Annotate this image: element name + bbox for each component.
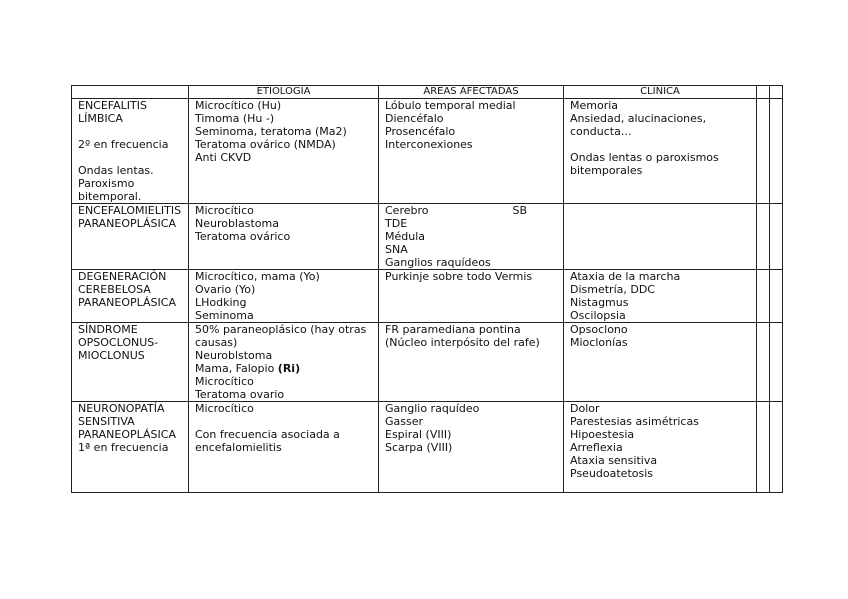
areas-line: Prosencéfalo bbox=[385, 125, 456, 138]
clinica-line: Opsoclono bbox=[570, 323, 628, 336]
syndrome-cell bbox=[72, 270, 189, 323]
syndrome-line: MIOCLONUS bbox=[78, 349, 145, 362]
clinica-line: Ataxia de la marcha bbox=[570, 270, 681, 283]
clinica-line: Mioclonías bbox=[570, 336, 628, 349]
clinica-line: Dolor bbox=[570, 402, 600, 415]
etiologia-line: Microcítico bbox=[195, 402, 254, 415]
etiologia-line: Neuroblastoma bbox=[195, 217, 279, 230]
areas-line: Gasser bbox=[385, 415, 424, 428]
clinica-line: Nistagmus bbox=[570, 296, 629, 309]
etiologia-line: Microcítico (Hu) bbox=[195, 99, 282, 112]
syndrome-line: CEREBELOSA bbox=[78, 283, 151, 296]
areas-line: Ganglios raquídeos bbox=[385, 256, 491, 269]
header-extra-1 bbox=[757, 86, 770, 99]
table-row bbox=[72, 402, 783, 493]
clinica-line: Memoria bbox=[570, 99, 619, 112]
clinica-cell bbox=[564, 204, 757, 270]
areas-sb-label: SB bbox=[512, 204, 527, 217]
areas-line: Lóbulo temporal medial bbox=[385, 99, 516, 112]
areas-line: Diencéfalo bbox=[385, 112, 444, 125]
syndrome-line: bitemporal. bbox=[78, 190, 142, 203]
etiologia-line: Timoma (Hu -) bbox=[195, 112, 275, 125]
clinica-line: Arreflexia bbox=[570, 441, 623, 454]
etiologia-line: Microcítico bbox=[195, 204, 254, 217]
etiologia-bold-text: (Ri) bbox=[277, 362, 301, 375]
etiologia-line: Con frecuencia asociada a bbox=[195, 428, 340, 441]
clinica-cell bbox=[564, 323, 757, 402]
areas-cell bbox=[379, 402, 564, 493]
syndrome-line: DEGENERACIÓN bbox=[78, 270, 167, 283]
clinica-line: Oscilopsia bbox=[570, 309, 626, 322]
areas-line: Espiral (VIII) bbox=[385, 428, 452, 441]
syndrome-line: Ondas lentas. bbox=[78, 164, 154, 177]
etiologia-cell bbox=[189, 402, 379, 493]
extra-cell bbox=[757, 270, 770, 323]
areas-line: TDE bbox=[385, 217, 408, 230]
syndrome-line: SENSITIVA bbox=[78, 415, 135, 428]
areas-line: Cerebro bbox=[385, 204, 429, 217]
areas-line: SNA bbox=[385, 243, 408, 256]
syndrome-line: PARANEOPLÁSICA bbox=[78, 296, 176, 309]
clinica-cell bbox=[564, 402, 757, 493]
header-row bbox=[72, 86, 783, 99]
extra-cell bbox=[770, 402, 783, 493]
clinica-line: Ondas lentas o paroxismos bbox=[570, 151, 719, 164]
extra-cell bbox=[757, 99, 770, 204]
syndrome-cell bbox=[72, 323, 189, 402]
header-clinica: CLÍNICA bbox=[564, 86, 757, 99]
spacer bbox=[78, 125, 182, 138]
syndrome-line: PARANEOPLÁSICA bbox=[78, 428, 176, 441]
syndrome-cell bbox=[72, 204, 189, 270]
etiologia-line: 50% paraneoplásico (hay otras bbox=[195, 323, 367, 336]
etiologia-cell bbox=[189, 99, 379, 204]
header-cell-empty bbox=[72, 86, 189, 99]
areas-line: Interconexiones bbox=[385, 138, 473, 151]
etiologia-line: LHodking bbox=[195, 296, 247, 309]
syndrome-line: 2º en frecuencia bbox=[78, 138, 169, 151]
clinica-line: Parestesias asimétricas bbox=[570, 415, 699, 428]
clinica-line: Pseudoatetosis bbox=[570, 467, 654, 480]
table-row bbox=[72, 99, 783, 204]
syndrome-cell bbox=[72, 99, 189, 204]
extra-cell bbox=[770, 270, 783, 323]
clinica-line: Ataxia sensitiva bbox=[570, 454, 658, 467]
areas-cell bbox=[379, 323, 564, 402]
etiologia-line-mixed bbox=[195, 362, 372, 375]
areas-cell bbox=[379, 204, 564, 270]
spacer bbox=[78, 151, 182, 164]
syndrome-cell bbox=[72, 402, 189, 493]
areas-line: Scarpa (VIII) bbox=[385, 441, 453, 454]
areas-line: (Núcleo interpósito del rafe) bbox=[385, 336, 540, 349]
spacer bbox=[195, 415, 372, 428]
syndrome-line: OPSOCLONUS- bbox=[78, 336, 159, 349]
clinica-line: Hipoestesia bbox=[570, 428, 635, 441]
etiologia-line: Microcítico bbox=[195, 375, 254, 388]
extra-cell bbox=[770, 323, 783, 402]
header-etiologia: ETIOLOGÍA bbox=[189, 86, 379, 99]
table-row bbox=[72, 270, 783, 323]
syndrome-line: ENCEFALITIS bbox=[78, 99, 147, 112]
etiologia-cell bbox=[189, 323, 379, 402]
header-areas-afectadas: ÁREAS AFECTADAS bbox=[379, 86, 564, 99]
etiologia-line: Anti CKVD bbox=[195, 151, 252, 164]
etiologia-cell bbox=[189, 270, 379, 323]
extra-cell bbox=[757, 402, 770, 493]
spacer bbox=[570, 138, 750, 151]
areas-line: Ganglio raquídeo bbox=[385, 402, 480, 415]
etiologia-line: Microcítico, mama (Yo) bbox=[195, 270, 320, 283]
etiologia-cell bbox=[189, 204, 379, 270]
syndrome-line: ENCEFALOMIELITIS bbox=[78, 204, 182, 217]
header-extra-2 bbox=[770, 86, 783, 99]
clinica-cell bbox=[564, 99, 757, 204]
clinical-table bbox=[71, 85, 783, 493]
extra-cell bbox=[757, 323, 770, 402]
clinica-line: conducta… bbox=[570, 125, 632, 138]
etiologia-line: Teratoma ovario bbox=[195, 388, 285, 401]
extra-cell bbox=[770, 99, 783, 204]
syndrome-line: SÍNDROME bbox=[78, 323, 138, 336]
etiologia-line: Teratoma ovárico bbox=[195, 230, 291, 243]
syndrome-line: 1ª en frecuencia bbox=[78, 441, 169, 454]
areas-line: Médula bbox=[385, 230, 426, 243]
clinica-line: Dismetría, DDC bbox=[570, 283, 655, 296]
etiologia-line: Neuroblstoma bbox=[195, 349, 273, 362]
etiologia-line: causas) bbox=[195, 336, 238, 349]
etiologia-line: encefalomielitis bbox=[195, 441, 282, 454]
etiologia-text: Mama, Falopio bbox=[195, 362, 278, 375]
syndrome-line: LÍMBICA bbox=[78, 112, 123, 125]
areas-cell bbox=[379, 99, 564, 204]
etiologia-line: Ovario (Yo) bbox=[195, 283, 256, 296]
clinica-line: Ansiedad, alucinaciones, bbox=[570, 112, 707, 125]
etiologia-line: Seminoma, teratoma (Ma2) bbox=[195, 125, 347, 138]
clinica-cell bbox=[564, 270, 757, 323]
areas-line: Purkinje sobre todo Vermis bbox=[385, 270, 533, 283]
syndrome-line: PARANEOPLÁSICA bbox=[78, 217, 176, 230]
extra-cell bbox=[757, 204, 770, 270]
extra-cell bbox=[770, 204, 783, 270]
syndrome-line: NEURONOPATÍA bbox=[78, 402, 165, 415]
table-row bbox=[72, 204, 783, 270]
etiologia-line: Seminoma bbox=[195, 309, 254, 322]
syndrome-line: Paroxismo bbox=[78, 177, 135, 190]
areas-cell bbox=[379, 270, 564, 323]
etiologia-line: Teratoma ovárico (NMDA) bbox=[195, 138, 336, 151]
table-row bbox=[72, 323, 783, 402]
clinica-line: bitemporales bbox=[570, 164, 643, 177]
areas-line: FR paramediana pontina bbox=[385, 323, 521, 336]
